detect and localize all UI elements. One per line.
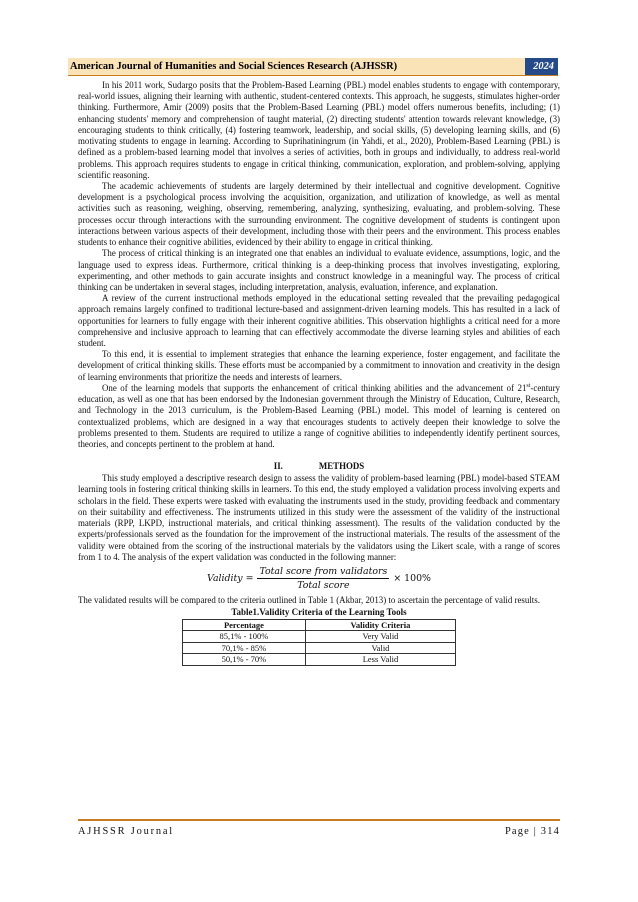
superscript: st xyxy=(526,382,531,389)
formula-denominator: Total score xyxy=(297,580,350,592)
formula-numerator: Total score from validators xyxy=(257,566,389,579)
column-header: Percentage xyxy=(183,619,306,631)
section-heading xyxy=(78,461,560,473)
journal-year: 2024 xyxy=(525,58,558,75)
table-cell: Less Valid xyxy=(305,654,455,666)
table-row xyxy=(183,642,456,654)
table-cell: Very Valid xyxy=(305,631,455,643)
formula-fraction xyxy=(257,566,389,591)
table-row xyxy=(183,631,456,643)
journal-header xyxy=(68,58,558,76)
paragraph: To this end, it is essential to implement strategies that enhance the learning experience, foster engagement, and facilitate the development of critical thinking skills. These efforts must be accompanied by a commitment to innovation and creativity in the design of learning environments that prioritize the needs and interests of learners. xyxy=(78,349,560,382)
page-footer xyxy=(78,819,560,837)
formula-lhs: Validity = xyxy=(207,573,254,585)
paragraph: This study employed a descriptive research design to assess the validity of problem-based learning (PBL) model-based STEAM learning tools in fostering critical thinking skills in learners. To this end, the study employed a validation process involving experts and scholars in the field. These experts were tasked with evaluating the instruments used in the study, providing feedback and commentary on their suitability and effectiveness. The instruments utilized in this study were the assessment of the validity of the instructional materials (RPP, LKPD, instructional materials, and critical thinking assessment). The results of the validation conducted by the experts/professionals served as the foundation for the improvement of the instructional materials. The results of the assessment of the validity were obtained from the scoring of the instructional materials by the validators using the Likert scale, with a range of scores from 1 to 4. The analysis of the expert validation was conducted in the following manner: xyxy=(78,473,560,562)
paragraph-text: One of the learning models that supports the enhancement of critical thinking abilities and the advancement of 21 xyxy=(102,382,527,393)
page-body xyxy=(78,80,560,666)
paragraph xyxy=(78,383,560,450)
validity-criteria-table xyxy=(182,619,456,666)
table-cell: 85,1% - 100% xyxy=(183,631,306,643)
paragraph: The academic achievements of students are largely determined by their intellectual and cognitive development. Cognitive development is a psychological process involving the acquisition, organization, and utilization of knowledge, as well as mental activities such as reasoning, weighing, observing, remembering, analyzing, synthesizing, evaluating, and problem-solving. These processes occur through interactions with the surrounding environment. The cognitive development of students is contingent upon interactions between various aspects of their development, including those with their peers and the environment. This process enables students to enhance their cognitive abilities, evidenced by their ability to engage in critical thinking. xyxy=(78,180,560,248)
table-cell: 50,1% - 70% xyxy=(183,654,306,666)
journal-title: American Journal of Humanities and Social Sciences Research (AJHSSR) xyxy=(70,61,398,72)
table-header-row xyxy=(183,619,456,631)
table-cell: 70,1% - 85% xyxy=(183,642,306,654)
footer-journal: AJHSSR Journal xyxy=(78,826,174,837)
validity-formula xyxy=(78,566,560,591)
table-cell: Valid xyxy=(305,642,455,654)
paragraph: The process of critical thinking is an integrated one that enables an individual to evaluate evidence, assumptions, logic, and the language used to express ideas. Furthermore, critical thinking is a deep-thinking process that involves investigating, exploring, experimenting, and other methods to gain accurate insights and construct knowledge in a meaningful way. The process of critical thinking can be undertaken in several stages, including interpretation, analysis, evaluation, inference, and explanation. xyxy=(78,248,560,292)
formula-rhs: × 100% xyxy=(393,573,431,585)
table-row xyxy=(183,654,456,666)
column-header: Validity Criteria xyxy=(305,619,455,631)
paragraph: The validated results will be compared to the criteria outlined in Table 1 (Akbar, 2013) to ascertain the percentage of valid results. xyxy=(78,595,540,606)
paragraph-text: -century education, as well as one that has been endorsed by the Indonesian government through the Ministry of Education, Culture, Research, and Technology in the 2013 curriculum, is the Problem-Based Learning (PBL) model. This model of learning is centered on contextualized problems, which are designed in a way that encourages students to actively deepen their knowledge to solve the problems presented to them. Students are required to utilize a range of cognitive abilities to independently identify pertinent sources, theories, and concepts pertinent to the problem at hand. xyxy=(78,382,560,449)
section-title: METHODS xyxy=(318,461,365,472)
page-number: Page | 314 xyxy=(504,826,560,837)
table-title: Table1.Validity Criteria of the Learning Tools xyxy=(231,606,407,617)
paragraph: A review of the current instructional methods employed in the educational setting revealed that the prevailing pedagogical approach remains largely confined to traditional lecture-based and assignment-driven learning models. This has resulted in a lack of opportunities for learners to fully engage with their inherent cognitive abilities. This observation highlights a critical need for a more comprehensive and inclusive approach to learning that can effectively accommodate the diverse learning styles and abilities of each student. xyxy=(78,293,560,349)
paragraph: In his 2011 work, Sudargo posits that the Problem-Based Learning (PBL) model enables students to engage with contemporary, real-world issues, aligning their learning with authentic, student-centered contexts. This approach, he suggests, stimulates higher-order thinking. Furthermore, Amir (2009) posits that the Problem-Based Learning (PBL) model offers numerous benefits, including; (1) enhancing students' memory and comprehension of taught material, (2) directing students' attention towards relevant knowledge, (3) encouraging students to think critically, (4) fostering teamwork, leadership, and social skills, (5) developing learning skills, and (6) motivating students to engage in learning. According to Suprihatiningrum (in Yahdi, et al., 2020), Problem-Based Learning (PBL) is defined as a problem-based learning model that involves a series of activities, both in groups and individually, to address real-world problems. This approach requires students to engage in critical thinking, communication, exploration, and problem-solving, applying scientific reasoning. xyxy=(78,80,560,180)
section-number: II. xyxy=(273,461,283,472)
